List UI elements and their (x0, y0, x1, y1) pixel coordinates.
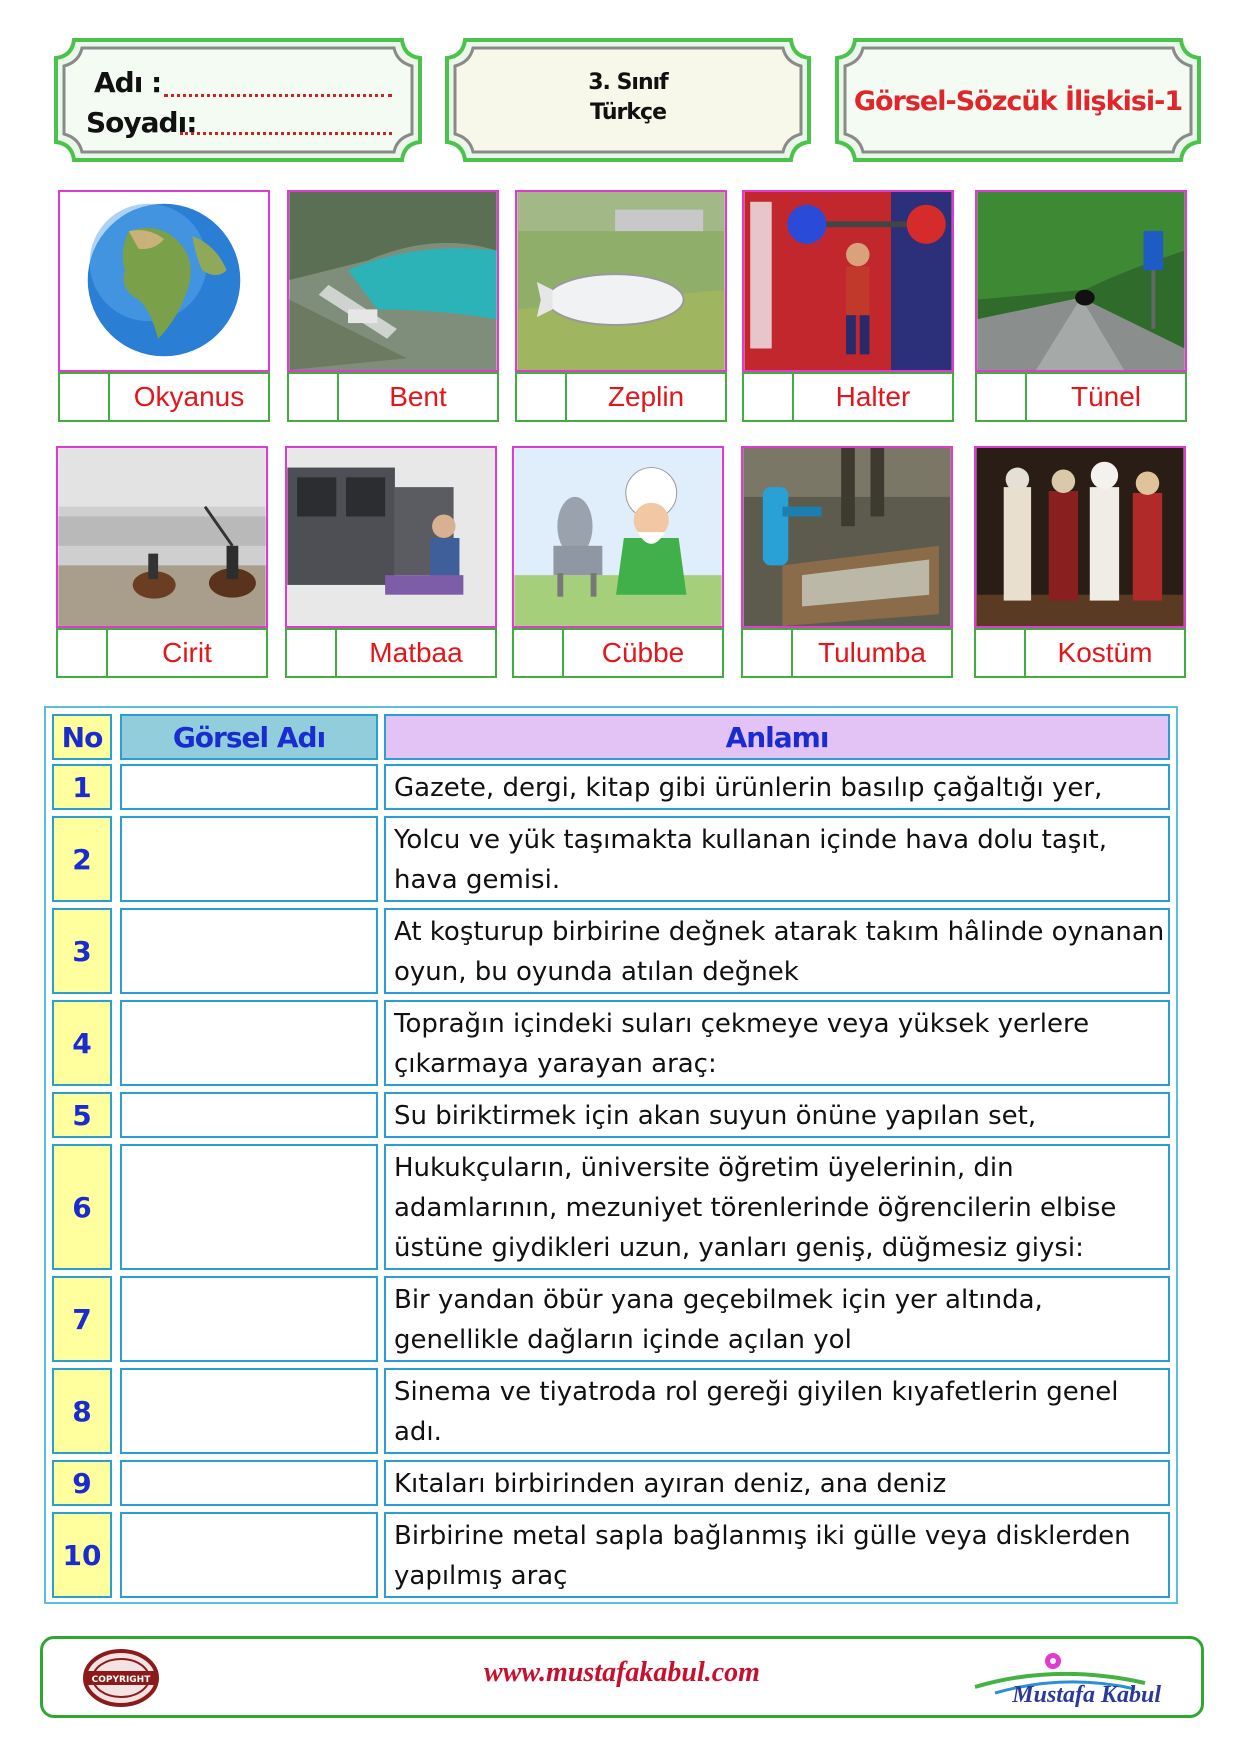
name-plaque (52, 36, 424, 164)
class-subject: Türkçe (589, 100, 667, 125)
card-label: Matbaa (369, 637, 463, 668)
class-plaque (443, 36, 813, 164)
answer-box[interactable] (976, 630, 1026, 676)
meaning-text: Gazete, dergi, kitap gibi ürünlerin basılıp çağaltığı yer, (384, 764, 1170, 810)
weightlifter-icon (742, 190, 954, 372)
row-number: 2 (52, 816, 112, 902)
answer-box[interactable] (977, 374, 1027, 420)
row-number: 10 (52, 1512, 112, 1598)
title-plaque (833, 36, 1203, 164)
answer-box[interactable] (743, 630, 793, 676)
answer-field[interactable] (120, 1276, 378, 1362)
answer-field[interactable] (120, 816, 378, 902)
meaning-text: Toprağın içindeki suları çekmeye veya yüksek yerlere çıkarmaya yarayan araç: (384, 1000, 1170, 1086)
answer-field[interactable] (120, 764, 378, 810)
card-label: Kostüm (1057, 637, 1153, 668)
row-number: 9 (52, 1460, 112, 1506)
printing-press-icon (285, 446, 497, 628)
answer-box[interactable] (58, 630, 108, 676)
name-blank[interactable] (164, 94, 392, 97)
answer-field[interactable] (120, 1092, 378, 1138)
cartoon-robe-icon (512, 446, 724, 628)
meaning-text: Yolcu ve yük taşımakta kullanan içinde hava dolu taşıt, hava gemisi. (384, 816, 1170, 902)
dam-icon (287, 190, 499, 372)
meaning-text: Bir yandan öbür yana geçebilmek için yer altında, genellikle dağların içinde açılan yol (384, 1276, 1170, 1362)
tunnel-road-icon (975, 190, 1187, 372)
name-label: Adı : (94, 66, 162, 99)
row-number: 3 (52, 908, 112, 994)
header-image-name: Görsel Adı (120, 714, 378, 760)
header-no: No (52, 714, 112, 760)
card-label: Zeplin (607, 381, 685, 412)
row-number: 8 (52, 1368, 112, 1454)
card-label: Cirit (162, 637, 212, 668)
worksheet-title: Görsel-Sözcük İlişkisi-1 (853, 86, 1183, 117)
meaning-text: Sinema ve tiyatroda rol gereği giyilen kıyafetlerin genel adı. (384, 1368, 1170, 1454)
meaning-text: At koşturup birbirine değnek atarak takım hâlinde oynanan oyun, bu oyunda atılan değnek (384, 908, 1170, 994)
answer-box[interactable] (60, 374, 110, 420)
answer-field[interactable] (120, 908, 378, 994)
meaning-text: Su biriktirmek için akan suyun önüne yapılan set, (384, 1092, 1170, 1138)
stamp-text: COPYRIGHT (91, 1675, 151, 1685)
answer-box[interactable] (287, 630, 337, 676)
website-url[interactable]: www.mustafakabul.com (484, 1657, 760, 1688)
answer-box[interactable] (514, 630, 564, 676)
surname-label: Soyadı: (86, 106, 197, 139)
footer-bar (40, 1636, 1204, 1718)
card-label: Tulumba (818, 637, 926, 668)
surname-blank[interactable] (180, 132, 392, 135)
answer-field[interactable] (120, 1460, 378, 1506)
answer-field[interactable] (120, 1144, 378, 1270)
row-number: 7 (52, 1276, 112, 1362)
answer-field[interactable] (120, 1000, 378, 1086)
header-meaning: Anlamı (384, 714, 1170, 760)
meaning-text: Kıtaları birbirinden ayıran deniz, ana deniz (384, 1460, 1170, 1506)
card-label: Bent (389, 381, 447, 412)
answer-field[interactable] (120, 1512, 378, 1598)
airship-icon (515, 190, 727, 372)
answer-box[interactable] (289, 374, 339, 420)
brand-name: Mustafa Kabul (1012, 1682, 1161, 1708)
row-number: 6 (52, 1144, 112, 1270)
card-label: Halter (835, 381, 911, 412)
globe-icon (58, 190, 270, 372)
card-label: Tünel (1070, 381, 1142, 412)
card-label: Okyanus (133, 381, 245, 412)
class-grade: 3. Sınıf (588, 70, 668, 95)
answer-box[interactable] (517, 374, 567, 420)
card-label: Cübbe (601, 637, 685, 668)
meaning-text: Hukukçuların, üniversite öğretim üyelerinin, din adamlarının, mezuniyet törenlerinde öğrencilerin elbise üstüne giydikleri uzun, yanları geniş, düğmesiz giysi: (384, 1144, 1170, 1270)
answer-field[interactable] (120, 1368, 378, 1454)
answer-box[interactable] (744, 374, 794, 420)
meaning-text: Birbirine metal sapla bağlanmış iki gülle veya disklerden yapılmış araç (384, 1512, 1170, 1598)
costume-actors-icon (974, 446, 1186, 628)
horse-riders-icon (56, 446, 268, 628)
row-number: 4 (52, 1000, 112, 1086)
row-number: 5 (52, 1092, 112, 1138)
water-pump-icon (741, 446, 953, 628)
row-number: 1 (52, 764, 112, 810)
